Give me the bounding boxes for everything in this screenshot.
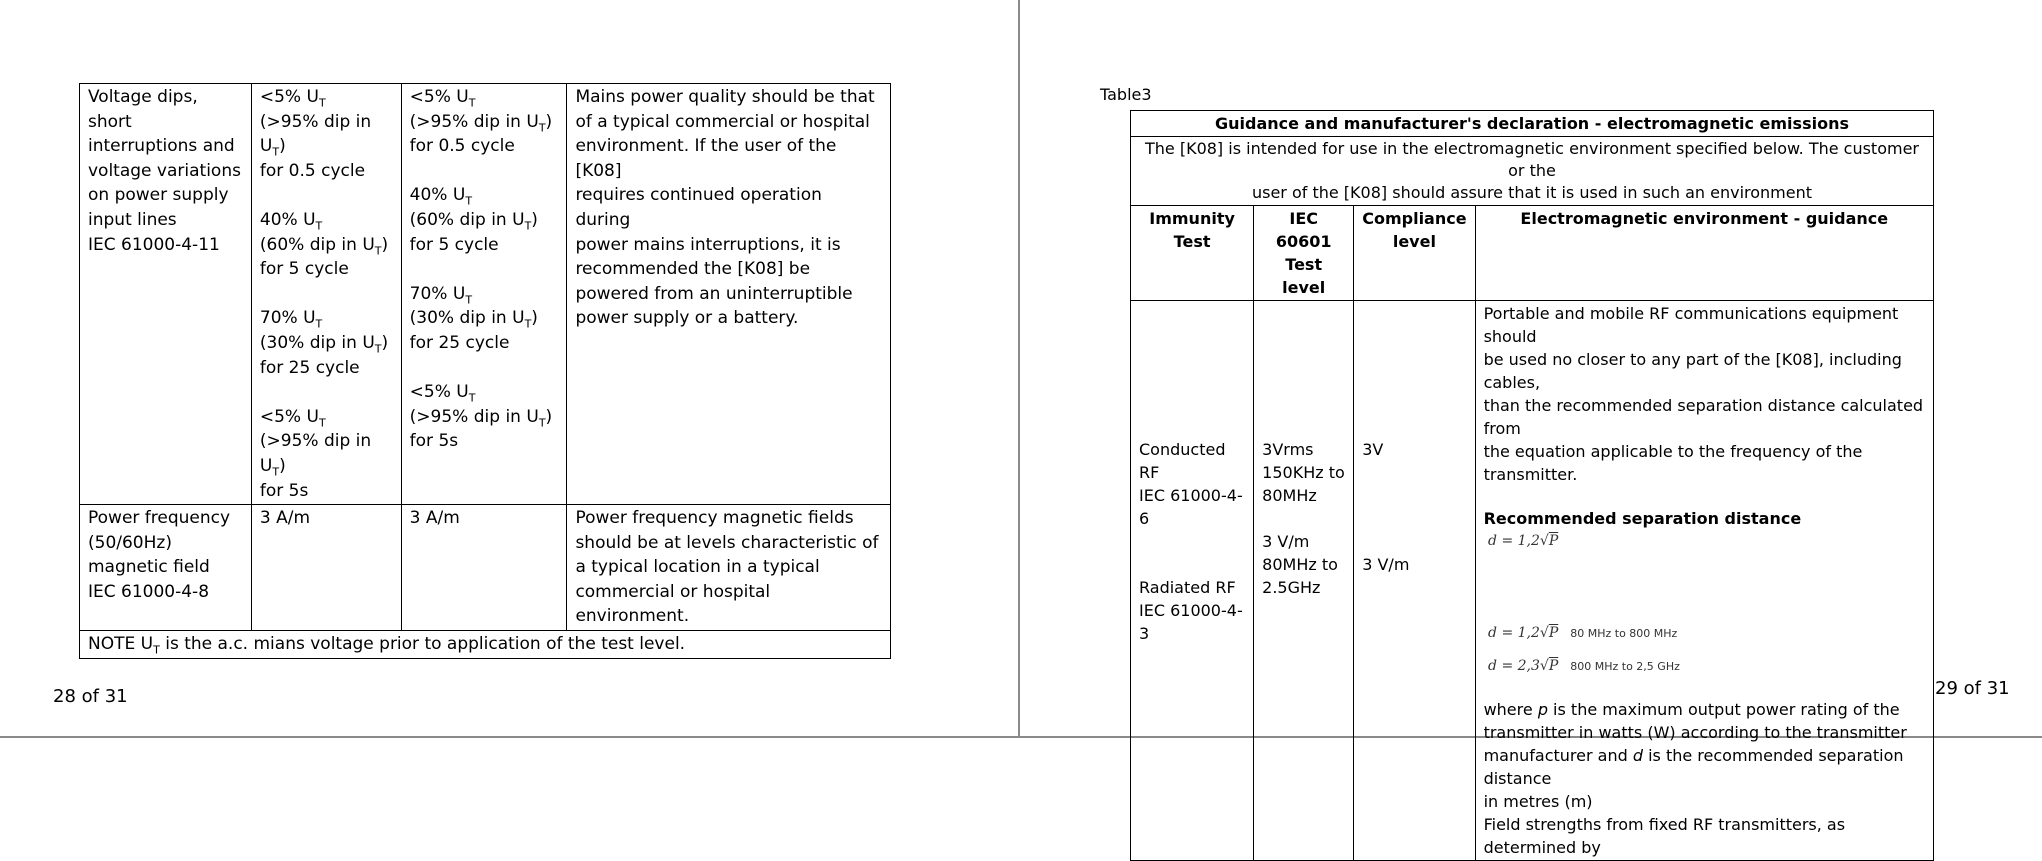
text-line: environment. If the user of the [K08] — [575, 136, 837, 181]
text-line: for 25 cycle — [259, 357, 360, 378]
text-line: (>95% dip in $U_T$) — [409, 111, 553, 134]
page-number: 29 of 31 — [1935, 678, 2010, 699]
compliance-value: 3 A/m — [409, 508, 460, 529]
table-note: NOTE $U_T$ is the a.c. mians voltage prior to application of the test level. — [88, 634, 686, 657]
where-line — [1484, 698, 1925, 721]
table-title: Guidance and manufacturer's declaration - electromagnetic emissions — [1131, 111, 1934, 137]
text-line: (50/60Hz) — [88, 532, 172, 553]
level-block — [260, 208, 393, 282]
text-line: input lines — [88, 209, 177, 230]
table-row — [80, 505, 891, 631]
table-header-row — [1131, 206, 1934, 301]
compliance-line: 3V — [1362, 440, 1384, 459]
table-row — [80, 631, 891, 659]
text-line: for 5s — [259, 480, 309, 501]
guidance-line: be used no closer to any part of the [K08], including cables, — [1483, 350, 1902, 392]
formula-lhs: d = 1,2 — [1488, 625, 1540, 641]
header-test-level — [1254, 206, 1354, 301]
level-line: 2.5GHz — [1262, 578, 1321, 597]
compliance-cell — [1354, 301, 1475, 861]
where-line: in metres (m) — [1483, 792, 1593, 811]
test-level-cell — [251, 505, 401, 631]
radiated-formula-1: d = 1,2√P 80 MHz to 800 MHz — [1488, 625, 1678, 641]
text-line: (60% dip in $U_T$) — [409, 209, 538, 233]
text-line: environment. — [575, 606, 690, 627]
guidance-line: Portable and mobile RF communications equipment should — [1483, 304, 1899, 346]
text-span: where — [1483, 700, 1538, 719]
formula-radicand: P — [1548, 625, 1559, 641]
compliance-cell — [401, 84, 567, 505]
where-line: Field strengths from fixed RF transmitters, as determined by — [1483, 815, 1846, 857]
note-cell — [80, 631, 891, 659]
text-line: voltage variations — [88, 160, 241, 181]
guidance-cell — [567, 505, 891, 631]
formula-frequency-range: 80 MHz to 800 MHz — [1570, 627, 1678, 640]
text-line: (30% dip in $U_T$) — [409, 308, 538, 331]
table-row — [80, 84, 891, 505]
text-line: Voltage dips, short — [88, 87, 198, 132]
header-line: Immunity — [1149, 209, 1235, 228]
text-line: on power supply — [88, 185, 229, 206]
variable-p: p — [1537, 700, 1548, 719]
text-span: manufacturer and — [1483, 746, 1633, 765]
level-line: 80MHz — [1262, 486, 1317, 505]
level-line: 3Vrms — [1262, 440, 1314, 459]
table-row — [1131, 301, 1934, 861]
text-line: 70% $U_T$ — [259, 308, 323, 331]
text-line: Power frequency — [88, 508, 231, 529]
text-line: <5% $U_T$ — [259, 87, 326, 110]
text-line: power supply or a battery. — [575, 308, 799, 329]
text-line: 40% $U_T$ — [409, 185, 473, 208]
document-page-28 — [0, 0, 1018, 736]
text-line: Power frequency magnetic fields — [575, 508, 854, 529]
text-line: IEC 61000-4-8 — [88, 581, 210, 602]
text-line: of a typical commercial or hospital — [575, 111, 870, 132]
where-line: transmitter in watts (W) according to the transmitter — [1483, 723, 1907, 742]
text-line: <5% $U_T$ — [409, 382, 476, 405]
text-line: <5% $U_T$ — [409, 87, 476, 110]
text-line: (30% dip in $U_T$) — [259, 332, 389, 356]
recommended-distance-heading: Recommended separation distance — [1483, 509, 1802, 528]
text-span: is the maximum output power rating of the — [1547, 700, 1900, 719]
text-line: 40% $U_T$ — [259, 209, 323, 233]
radiated-formula-2: d = 2,3√P 800 MHz to 2,5 GHz — [1488, 658, 1680, 674]
level-block — [260, 306, 393, 380]
level-block — [260, 85, 393, 183]
level-line: 150KHz to — [1262, 463, 1345, 482]
level-block — [260, 405, 393, 503]
text-line: (>95% dip in $U_T$) — [409, 406, 553, 430]
test-level-value: 3 A/m — [259, 508, 311, 529]
text-line: (>95% dip in $U_T$) — [259, 111, 372, 159]
text-line: Mains power quality should be that — [575, 87, 875, 107]
level-block — [410, 85, 559, 159]
table-intro-row — [1131, 137, 1934, 206]
page-number: 28 of 31 — [53, 686, 128, 707]
test-level-cell — [1254, 301, 1354, 861]
conducted-formula: d = 1,2√P — [1488, 533, 1559, 549]
table-title-row — [1131, 111, 1934, 137]
text-line: for 5 cycle — [259, 259, 349, 280]
text-line: interruptions and — [88, 136, 235, 157]
text-line: for 25 cycle — [409, 332, 510, 353]
text-line: for 5 cycle — [409, 234, 499, 255]
text-line: (60% dip in $U_T$) — [259, 234, 389, 257]
text-line: requires continued operation during — [575, 185, 822, 230]
level-block — [410, 183, 559, 257]
test-line: Radiated RF — [1139, 578, 1236, 597]
test-line: IEC 61000-4-6 — [1139, 486, 1243, 528]
text-line: for 0.5 cycle — [259, 160, 366, 181]
compliance-cell — [401, 505, 567, 631]
immunity-test-table — [79, 83, 891, 659]
test-line: IEC 61000-4-3 — [1139, 601, 1243, 643]
guidance-cell — [567, 84, 891, 505]
text-line: for 5s — [409, 431, 459, 452]
header-line: Test level — [1282, 255, 1326, 297]
intro-line: The [K08] is intended for use in the electromagnetic environment specified below. The customer or the — [1144, 139, 1919, 180]
formula-lhs: d = 1,2 — [1488, 533, 1540, 549]
variable-d: d — [1632, 746, 1643, 765]
guidance-line: than the recommended separation distance calculated from — [1483, 396, 1924, 438]
compliance-line: 3 V/m — [1362, 555, 1410, 574]
intro-line: user of the [K08] should assure that it is used in such an environment — [1251, 183, 1813, 202]
test-line: Conducted RF — [1139, 440, 1226, 482]
emissions-guidance-table — [1130, 110, 1934, 861]
table-intro — [1131, 137, 1934, 206]
header-line: Test — [1173, 232, 1211, 251]
header-line: level — [1392, 232, 1436, 251]
text-line: <5% $U_T$ — [259, 406, 326, 430]
level-block — [410, 282, 559, 356]
header-compliance-level — [1354, 206, 1475, 301]
text-line: commercial or hospital — [575, 581, 771, 602]
formula-radicand: P — [1548, 658, 1559, 674]
where-line — [1484, 744, 1925, 790]
document-page-29 — [1020, 0, 2042, 857]
text-line: recommended the [K08] be — [575, 259, 811, 280]
level-line: 80MHz to — [1262, 555, 1338, 574]
header-guidance: Electromagnetic environment - guidance — [1475, 206, 1933, 301]
header-line: Compliance — [1362, 209, 1467, 228]
header-immunity-test — [1131, 206, 1254, 301]
text-line: power mains interruptions, it is — [575, 234, 841, 255]
level-block — [410, 380, 559, 454]
text-line: magnetic field — [88, 557, 210, 578]
text-line: for 0.5 cycle — [409, 136, 515, 157]
guidance-cell — [1475, 301, 1933, 861]
text-line: (>95% dip in $U_T$) — [259, 431, 372, 479]
formula-lhs: d = 2,3 — [1488, 658, 1540, 674]
test-cell — [80, 505, 252, 631]
level-line: 3 V/m — [1262, 532, 1310, 551]
immunity-test-cell — [1131, 301, 1254, 861]
test-level-cell — [251, 84, 401, 505]
text-line: should be at levels characteristic of — [575, 532, 879, 553]
test-cell — [80, 84, 252, 505]
text-line: IEC 61000-4-11 — [88, 234, 220, 255]
table-caption: Table3 — [1100, 85, 1152, 104]
text-line: 70% $U_T$ — [409, 283, 473, 307]
text-line: a typical location in a typical — [575, 557, 820, 578]
header-line: IEC 60601 — [1275, 209, 1332, 251]
formula-radicand: P — [1548, 533, 1559, 549]
text-span: is the recommended separation distance — [1483, 746, 1904, 788]
formula-frequency-range: 800 MHz to 2,5 GHz — [1570, 660, 1680, 673]
guidance-line: the equation applicable to the frequency of the transmitter. — [1483, 442, 1863, 484]
text-line: powered from an uninterruptible — [575, 283, 853, 304]
